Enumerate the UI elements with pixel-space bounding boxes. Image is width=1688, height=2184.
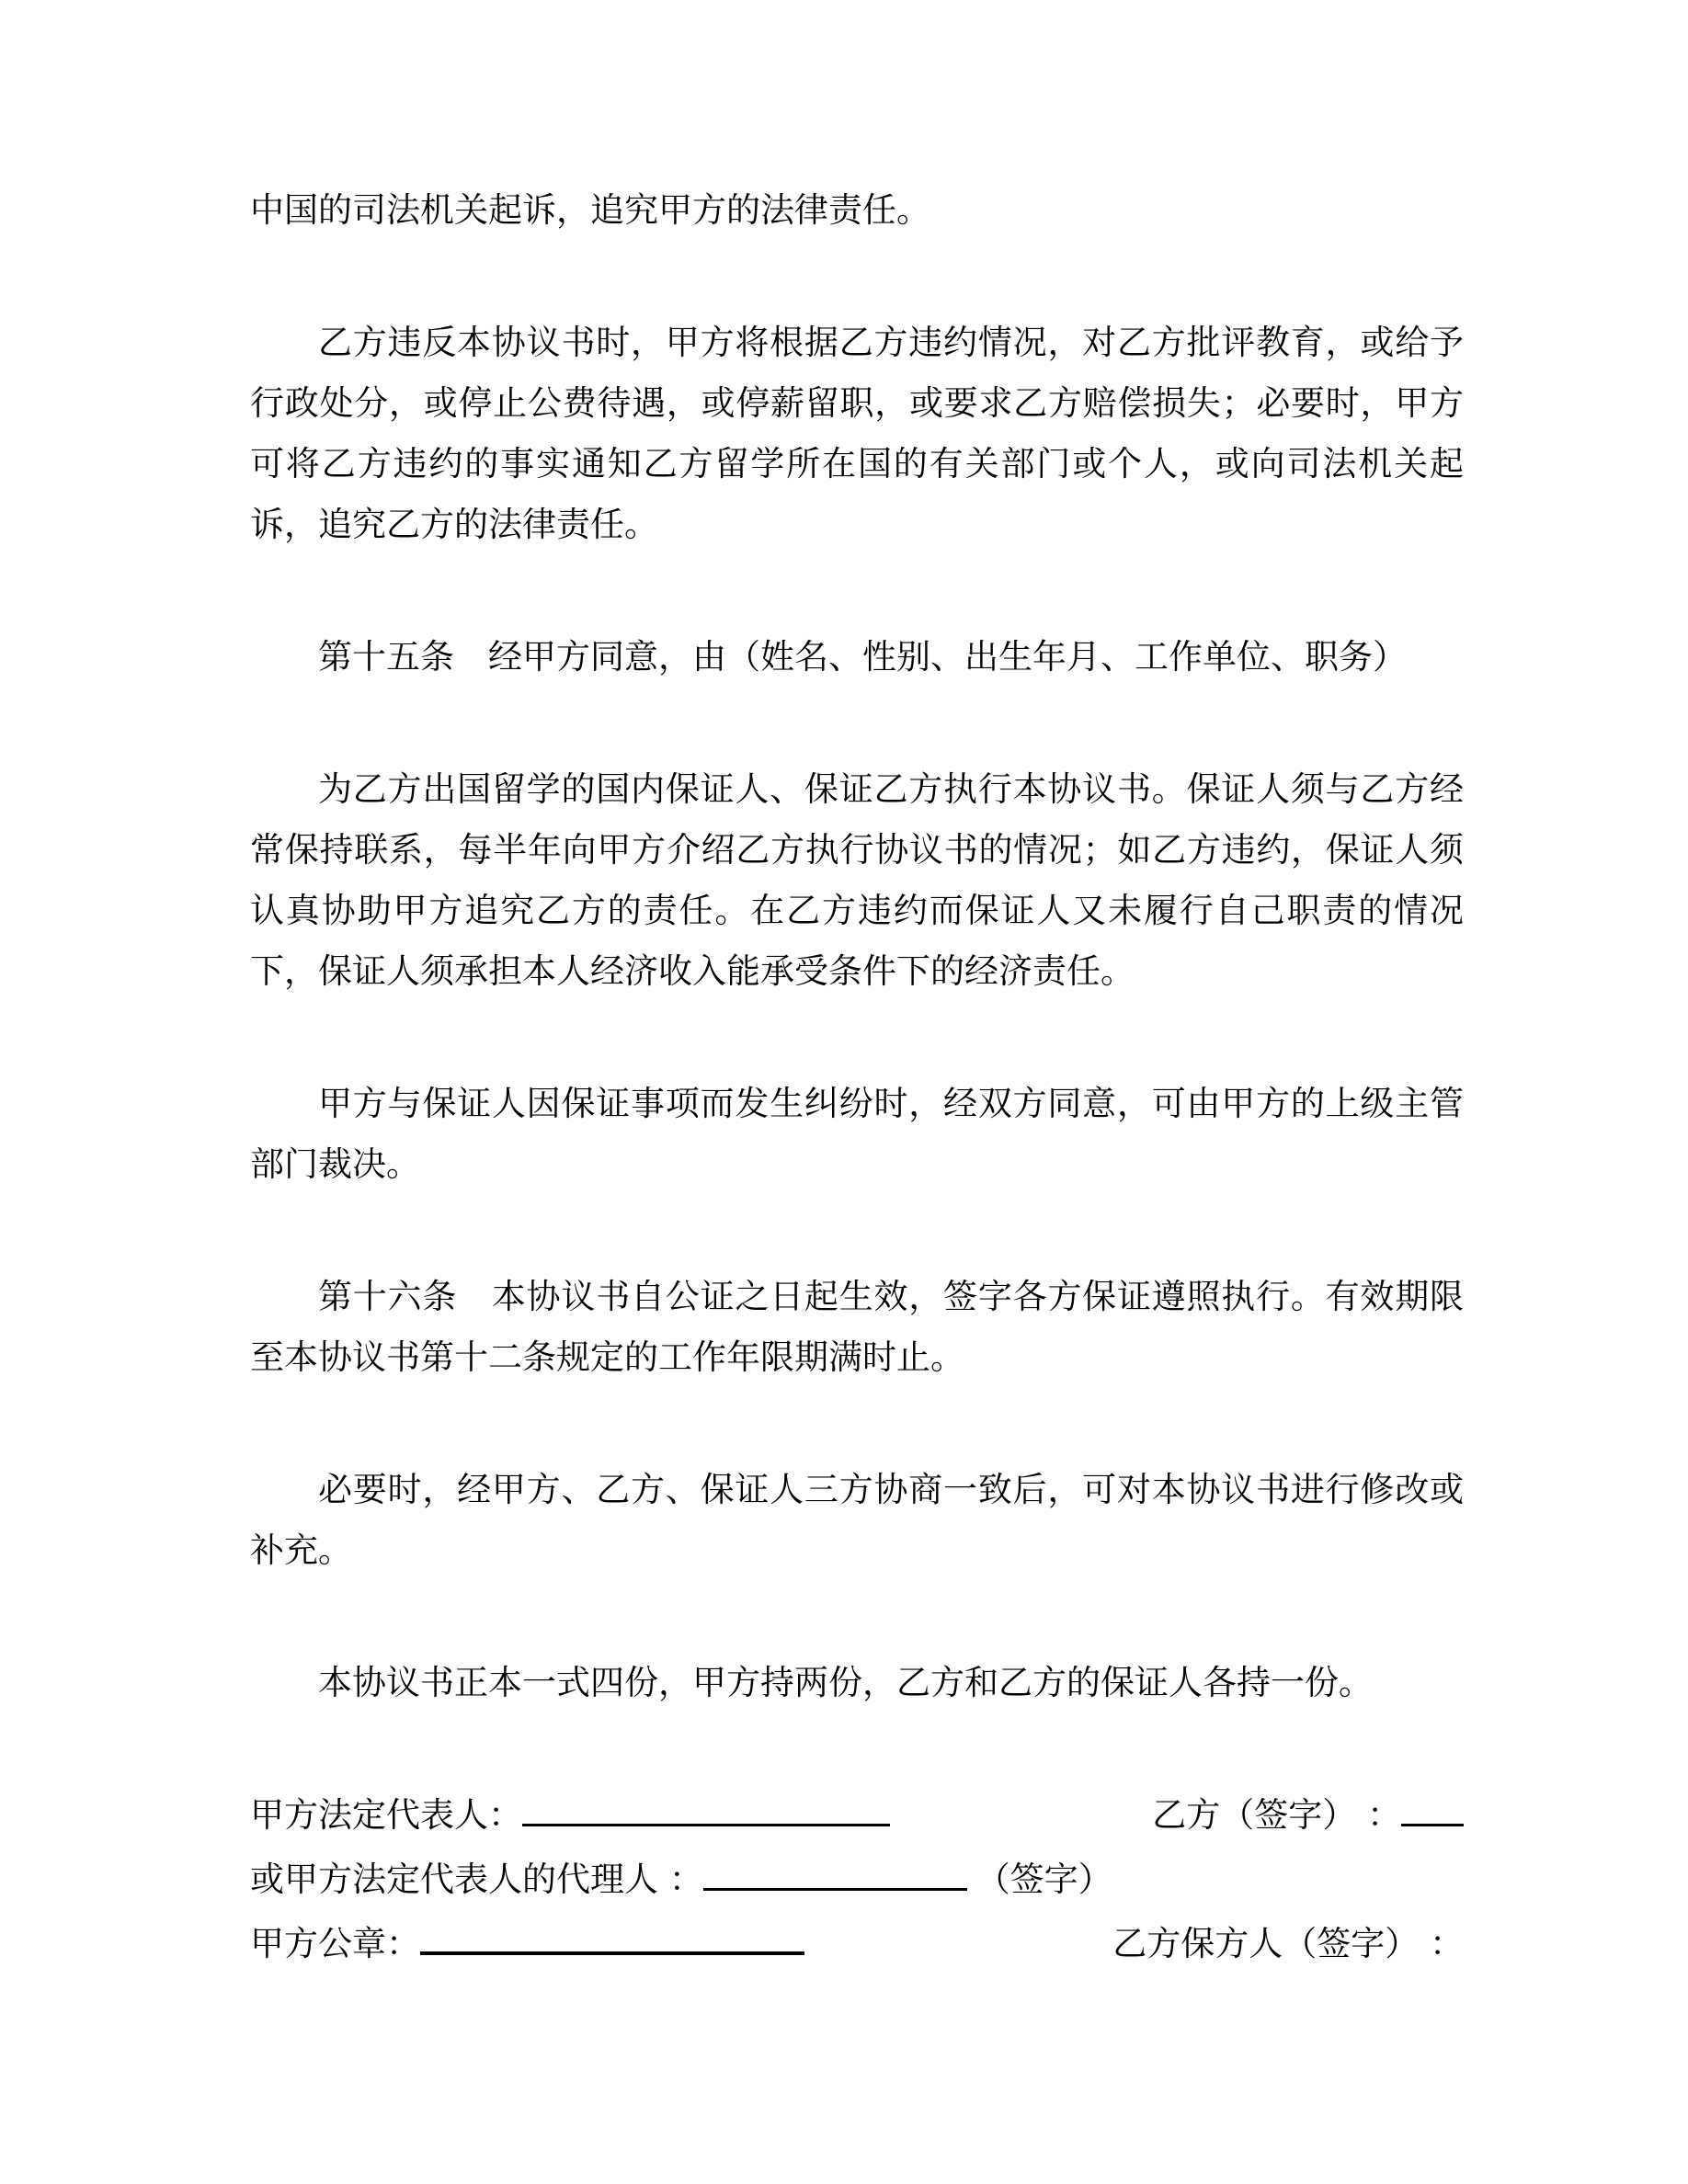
party-a-representative-label: 甲方法定代表人： bbox=[250, 1795, 522, 1835]
party-a-agent-label: 或甲方法定代表人的代理人 ： bbox=[250, 1860, 703, 1899]
document-body bbox=[250, 180, 1464, 1978]
party-a-seal-group bbox=[250, 1914, 804, 1974]
para-dispute-resolution: 甲方与保证人因保证事项而发生纠纷时，经双方同意，可由甲方的上级主管部门裁决。 bbox=[250, 1084, 1464, 1184]
party-b-sign-label: 乙方（签字） ： bbox=[1152, 1795, 1401, 1835]
party-b-guarantor-sign-label: 乙方保方人（签字） ： bbox=[1112, 1924, 1464, 1963]
signature-row bbox=[250, 1785, 1464, 1846]
para-clause-15: 第十五条 经甲方同意，由（姓名、性别、出生年月、工作单位、职务） bbox=[318, 637, 1407, 677]
signature-row bbox=[250, 1849, 1464, 1910]
party-b-sign-line bbox=[1401, 1796, 1464, 1826]
para-copies: 本协议书正本一式四份，甲方持两份，乙方和乙方的保证人各持一份。 bbox=[318, 1663, 1373, 1702]
party-b-guarantor-sign-group bbox=[1112, 1914, 1464, 1974]
party-a-agent-line bbox=[703, 1860, 967, 1891]
para-clause-16: 第十六条 本协议书自公证之日起生效，签字各方保证遵照执行。有效期限至本协议书第十二条规定的工作年限期满时止。 bbox=[250, 1277, 1464, 1377]
party-b-sign-group bbox=[1152, 1785, 1464, 1846]
party-a-representative-group bbox=[250, 1785, 890, 1846]
party-a-seal-line bbox=[420, 1924, 804, 1955]
party-a-agent-group bbox=[250, 1849, 1112, 1910]
party-a-representative-line bbox=[522, 1796, 890, 1826]
para-party-b-breach: 乙方违反本协议书时，甲方将根据乙方违约情况，对乙方批评教育，或给予行政处分，或停止公费待遇，或停薪留职，或要求乙方赔偿损失；必要时，甲方可将乙方违约的事实通知乙方留学所在国的有关部门或个人，或向司法机关起诉，追究乙方的法律责任。 bbox=[250, 323, 1464, 544]
sign-suffix-label: （签字） bbox=[975, 1860, 1112, 1899]
party-a-seal-label: 甲方公章： bbox=[250, 1924, 420, 1963]
para-amendment: 必要时，经甲方、乙方、保证人三方协商一致后，可对本协议书进行修改或补充。 bbox=[250, 1470, 1464, 1570]
signature-row bbox=[250, 1914, 1464, 1974]
para-guarantor-duty: 为乙方出国留学的国内保证人、保证乙方执行本协议书。保证人须与乙方经常保持联系，每半年向甲方介绍乙方执行协议书的情况；如乙方违约，保证人须认真协助甲方追究乙方的责任。在乙方违约而保证人又未履行自己职责的情况下，保证人须承担本人经济收入能承受条件下的经济责任。 bbox=[250, 769, 1464, 991]
signature-block bbox=[250, 1785, 1464, 1974]
para-continuation: 中国的司法机关起诉，追究甲方的法律责任。 bbox=[250, 190, 930, 230]
